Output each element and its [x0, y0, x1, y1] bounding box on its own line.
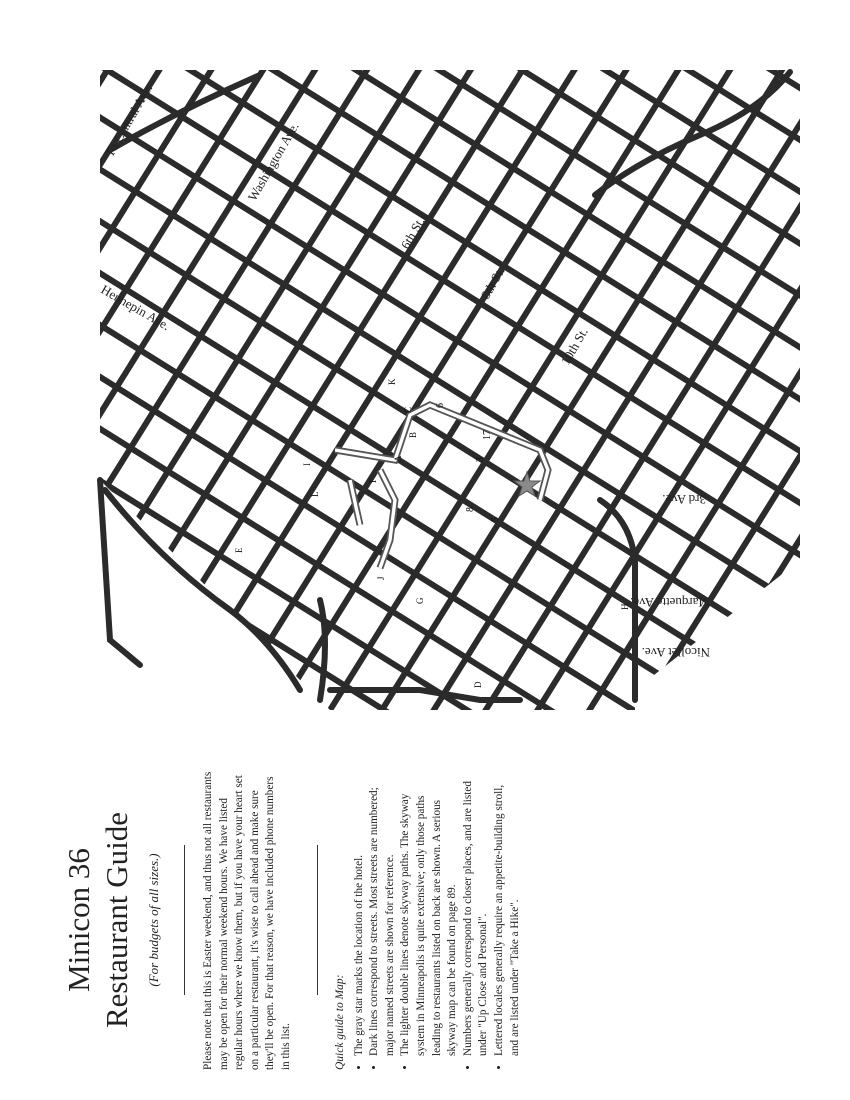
marker-1: 1	[482, 435, 493, 440]
street-label-hennepin-ave: Hennepin Ave.	[98, 281, 173, 334]
guide-text-panel	[60, 770, 610, 1070]
street-label-marquette-ave: Marquette Ave.	[630, 595, 710, 610]
street-label-3rd-ave: 3rd Ave.	[662, 492, 706, 507]
list-item: • Numbers generally correspond to closer places, and are listed under "Up Close and Personal".	[461, 770, 492, 1056]
street-label-nicollet-ave: Nicollet Ave.	[641, 645, 710, 660]
street-label-8th-st: 8th St.	[477, 264, 508, 302]
marker-3: 3	[475, 457, 486, 462]
marker-i: I	[302, 463, 312, 466]
divider-top	[184, 845, 185, 995]
guide-title	[60, 770, 136, 1070]
marker-7: 7	[482, 430, 493, 435]
marker-a: A	[393, 455, 403, 462]
street-label-central-ave: To Central Ave.	[101, 81, 156, 160]
street-label-washington-ave: Washington Ave.	[244, 119, 302, 204]
title-line-2: Restaurant Guide	[99, 811, 134, 1029]
list-item: • Dark lines correspond to streets. Most streets are numbered; major named streets are shown for reference.	[367, 770, 398, 1056]
marker-l: L	[310, 491, 320, 497]
marker-5: 5	[490, 517, 501, 522]
marker-6: 6	[435, 403, 446, 408]
marker-d: D	[473, 681, 483, 688]
marker-g: G	[415, 597, 425, 604]
divider-middle	[317, 845, 318, 995]
easter-note: Please note that this is Easter weekend, and thus not all restaurants may be open for their normal weekend hours. We have listed regular hours where we know them, but if you have your heart set on a particular restaurant, it's wise to call ahead and make sure they'll be open. For that reason, we have included phone numbers in this list.	[202, 771, 292, 1070]
guide-subtitle: (For budgets of all sizes.)	[146, 853, 161, 987]
marker-f: F	[368, 477, 378, 483]
quick-guide-heading: Quick guide to Map:	[333, 974, 346, 1070]
marker-e: E	[234, 547, 244, 553]
list-item: • The lighter double lines denote skyway paths. The skyway system in Minneapolis is quite extensive; only those paths leading to restaurants listed on back are shown. A serious skyway map can be found on page 89.	[398, 770, 460, 1056]
list-item: • Lettered locales generally require an appetite-building stroll, and are listed under "Take a Hike".	[492, 770, 523, 1056]
marker-h: H	[620, 603, 630, 610]
marker-j: J	[376, 576, 386, 580]
marker-8: 8	[465, 507, 476, 512]
street-label-10th-st: 10th St.	[557, 324, 591, 368]
street-label-6th-st: 6th St.	[397, 214, 428, 252]
southwest-curve	[320, 600, 325, 700]
title-line-1: Minicon 36	[61, 848, 96, 992]
marker-b: B	[408, 431, 418, 438]
marker-k: K	[387, 378, 397, 385]
quick-guide-list	[352, 770, 524, 1070]
marker-c: C	[403, 406, 413, 413]
list-item: • The gray star marks the location of the hotel.	[352, 770, 368, 1056]
